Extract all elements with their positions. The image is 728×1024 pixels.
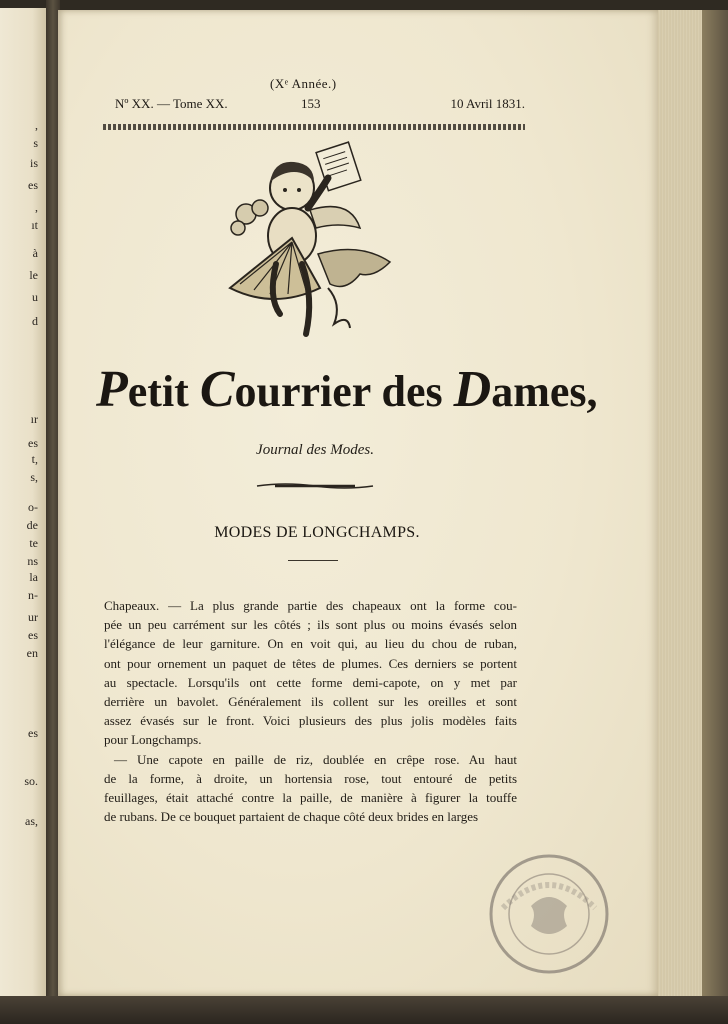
facing-page-fragment: is <box>29 156 38 170</box>
journal-title <box>96 360 598 419</box>
article-body <box>104 596 517 826</box>
facing-page-fragment: ır <box>30 412 38 426</box>
facing-page-fragment: o- <box>28 500 38 514</box>
body-line: — Une capote en paille de riz, doublée en crêpe rose. Au haut <box>114 751 517 767</box>
facing-page-fragment: de <box>26 518 38 532</box>
title-part-1: etit <box>127 367 200 416</box>
facing-page-fragment: es <box>28 436 38 450</box>
facing-page-fragment: te <box>29 536 38 550</box>
issue-date: 10 Avril 1831. <box>450 96 525 111</box>
section-title: MODES DE LONGCHAMPS. <box>214 524 420 541</box>
facing-page-fragment: n- <box>28 588 38 602</box>
facing-page-fragment: es <box>28 178 38 192</box>
body-line: assez évasés sur le front. Voici plusieurs des plus jolis modèles faits <box>104 713 517 729</box>
book-board <box>0 996 728 1024</box>
page-number: 153 <box>301 96 321 111</box>
body-line: Chapeaux. — La plus grande partie des chapeaux ont la forme cou- <box>104 598 517 613</box>
cherub-vignette <box>210 138 410 348</box>
facing-page-fragment: s <box>33 136 38 150</box>
year-label: (Xᵉ Année.) <box>270 76 337 91</box>
facing-page-fragment: s, <box>30 470 38 484</box>
facing-page-fragment: en <box>26 646 38 660</box>
body-line: feuillages, était attaché contre la paille, de manière à figurer la touffe <box>104 789 517 805</box>
title-part-2: ourrier des <box>234 367 454 416</box>
facing-page-fragment: es <box>28 726 38 740</box>
facing-page-fragment: ns <box>27 554 38 568</box>
facing-page-fragment: u <box>32 290 38 304</box>
facing-page-fragment: d <box>32 314 38 328</box>
body-line: pée un peu carrément sur les côtés ; ils sont plus ou moins évasés selon <box>104 617 517 633</box>
body-line: l'élégance de leur garniture. On en voit qui, au lieu du chou de ruban, <box>104 636 517 652</box>
facing-page-fragment: , <box>35 118 38 132</box>
page-header <box>115 96 525 114</box>
facing-page-fragment: la <box>29 570 38 584</box>
body-line: pour Longchamps. <box>104 732 202 748</box>
flourish-divider <box>255 480 375 492</box>
body-line: au spectacle. Lorsqu'ils ont cette forme demi-capote, on y met par <box>104 674 517 690</box>
title-initial-c: C <box>199 361 235 418</box>
section-rule <box>288 560 338 561</box>
facing-page-fragment: as, <box>25 814 38 828</box>
journal-subtitle: Journal des Modes. <box>256 442 374 458</box>
body-line: de rubans. De ce bouquet partaient de chaque côté deux brides en larges <box>104 809 479 825</box>
title-initial-d: D <box>453 361 492 418</box>
body-line: derrière un bavolet. Généralement ils collent sur les oreilles et sont <box>104 693 517 709</box>
facing-page-fragment: es <box>28 628 38 642</box>
facing-page-text <box>0 8 46 998</box>
title-initial-p: P <box>96 361 128 418</box>
facing-page-fragment: le <box>29 268 38 282</box>
page-edges <box>658 10 728 1000</box>
ornamental-rule <box>103 124 525 130</box>
facing-page-fragment: à <box>32 246 38 260</box>
title-part-3: ames, <box>491 367 598 416</box>
body-line: ont pour ornement un paquet de têtes de plumes. Ces derniers se portent <box>104 655 517 671</box>
body-line: de la forme, à droite, un hortensia rose, tout entouré de petits <box>104 770 517 786</box>
facing-page-fragment: , <box>35 200 38 214</box>
facing-page-fragment: so. <box>24 774 38 788</box>
facing-page-fragment: ur <box>28 610 38 624</box>
library-stamp <box>487 852 611 976</box>
facing-page-fragment: t, <box>31 452 38 466</box>
facing-page <box>0 8 47 998</box>
facing-page-fragment: ıt <box>31 218 38 232</box>
issue-number: Nº XX. — Tome XX. <box>115 96 228 111</box>
